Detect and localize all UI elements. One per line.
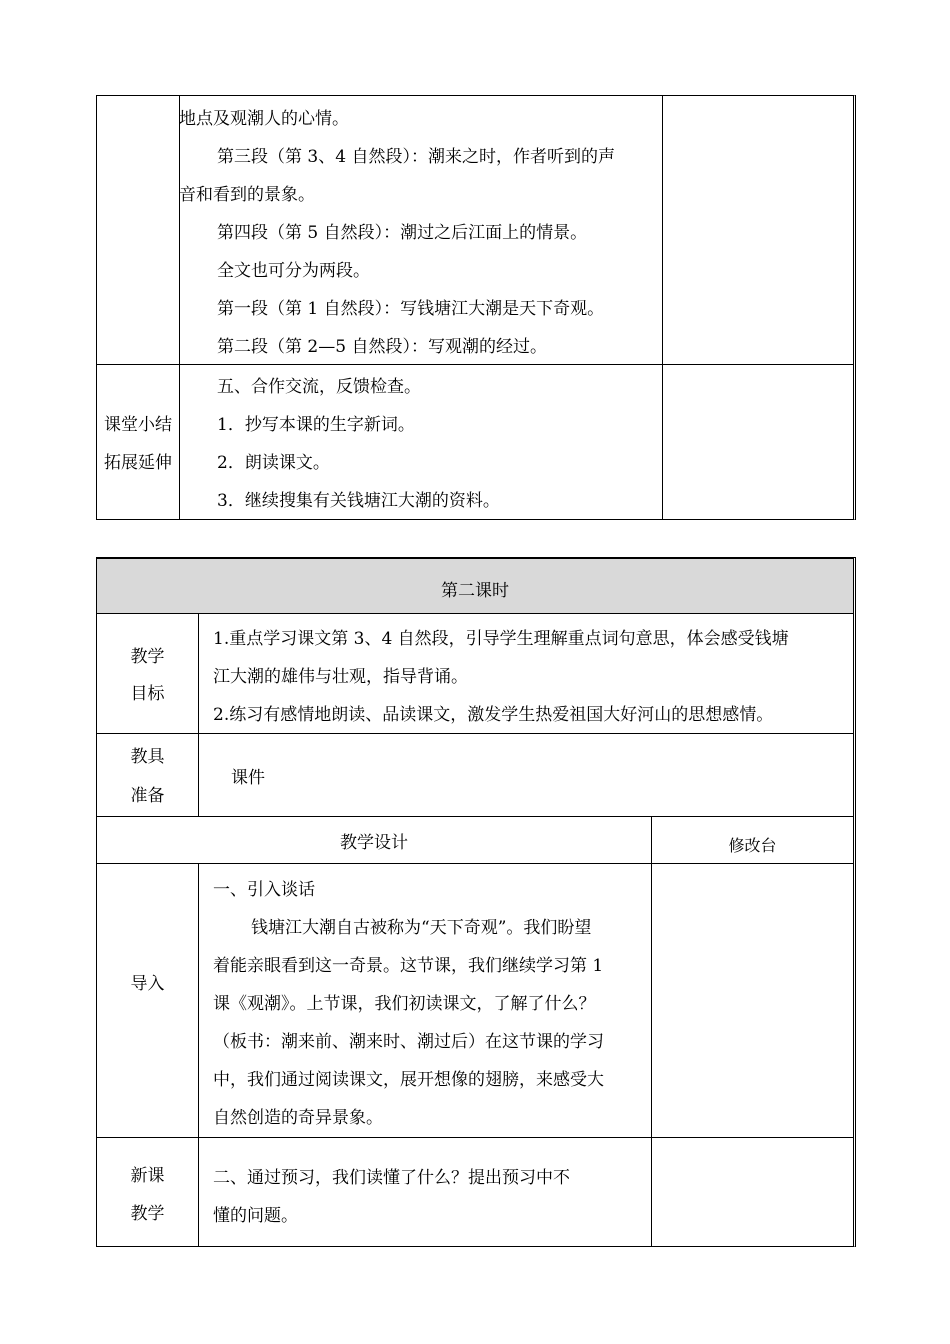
row-label: 教学 xyxy=(130,647,165,667)
row-divider xyxy=(97,863,854,864)
lesson-table-continued xyxy=(96,95,856,520)
text-line: 1.重点学习课文第 3、4 自然段，引导学生理解重点词句意思，体会感受钱塘 xyxy=(213,629,789,649)
text-line: 一、引入谈话 xyxy=(213,880,315,900)
text-line: 懂的问题。 xyxy=(213,1206,298,1226)
row-label: 教学 xyxy=(130,1204,165,1224)
row-divider xyxy=(97,364,853,365)
text-line: 3．继续搜集有关钱塘江大潮的资料。 xyxy=(217,491,500,511)
row-label: 导入 xyxy=(130,974,165,994)
text-line: 音和看到的景象。 xyxy=(179,185,315,205)
text-line: （板书：潮来前、潮来时、潮过后）在这节课的学习 xyxy=(213,1032,604,1052)
text-line: 五、合作交流，反馈检查。 xyxy=(217,377,421,397)
text-line: 2.练习有感情地朗读、品读课文，激发学生热爱祖国大好河山的思想感情。 xyxy=(213,705,774,725)
text-line: 2．朗读课文。 xyxy=(217,453,330,473)
revise-label: 修改台 xyxy=(728,836,777,855)
table-header xyxy=(97,559,853,614)
row-label: 目标 xyxy=(130,684,165,704)
revise-column-divider xyxy=(662,96,663,519)
row-label: 新课 xyxy=(130,1166,165,1186)
text-line: 钱塘江大潮自古被称为“天下奇观”。我们盼望 xyxy=(251,918,592,938)
second-lesson-table xyxy=(96,557,856,1247)
text-line: 第三段（第 3、4 自然段）：潮来之时，作者听到的声 xyxy=(217,147,615,167)
text-line: 自然创造的奇异景象。 xyxy=(213,1108,383,1128)
row-divider xyxy=(97,1137,854,1138)
text-line: 地点及观潮人的心情。 xyxy=(179,109,349,129)
text-line: 第四段（第 5 自然段）：潮过之后江面上的情景。 xyxy=(217,223,588,243)
text-line: 第二段（第 2—5 自然段）：写观潮的经过。 xyxy=(217,337,547,357)
tools-value: 课件 xyxy=(231,768,265,788)
text-line: 课《观潮》。上节课，我们初读课文，了解了什么？ xyxy=(213,994,596,1014)
text-line: 中，我们通过阅读课文，展开想像的翅膀，来感受大 xyxy=(213,1070,604,1090)
text-line: 全文也可分为两段。 xyxy=(217,261,370,281)
text-line: 江大潮的雄伟与壮观，指导背诵。 xyxy=(213,667,468,687)
label-divider xyxy=(198,863,199,1247)
revise-column-divider xyxy=(651,816,652,1247)
row-divider xyxy=(97,733,854,734)
label-divider xyxy=(198,613,199,817)
row-divider xyxy=(97,816,854,817)
design-label: 教学设计 xyxy=(340,833,408,853)
text-line: 1．抄写本课的生字新词。 xyxy=(217,415,415,435)
text-line: 第一段（第 1 自然段）：写钱塘江大潮是天下奇观。 xyxy=(217,299,605,319)
row-label: 准备 xyxy=(130,786,165,806)
text-line: 二、通过预习，我们读懂了什么？提出预习中不 xyxy=(213,1168,570,1188)
text-line: 着能亲眼看到这一奇景。这节课，我们继续学习第 1 xyxy=(213,956,604,976)
row-label: 课堂小结 xyxy=(104,415,172,435)
row-label: 拓展延伸 xyxy=(104,453,172,473)
row-label: 教具 xyxy=(130,747,165,767)
lesson-title: 第二课时 xyxy=(441,581,509,601)
